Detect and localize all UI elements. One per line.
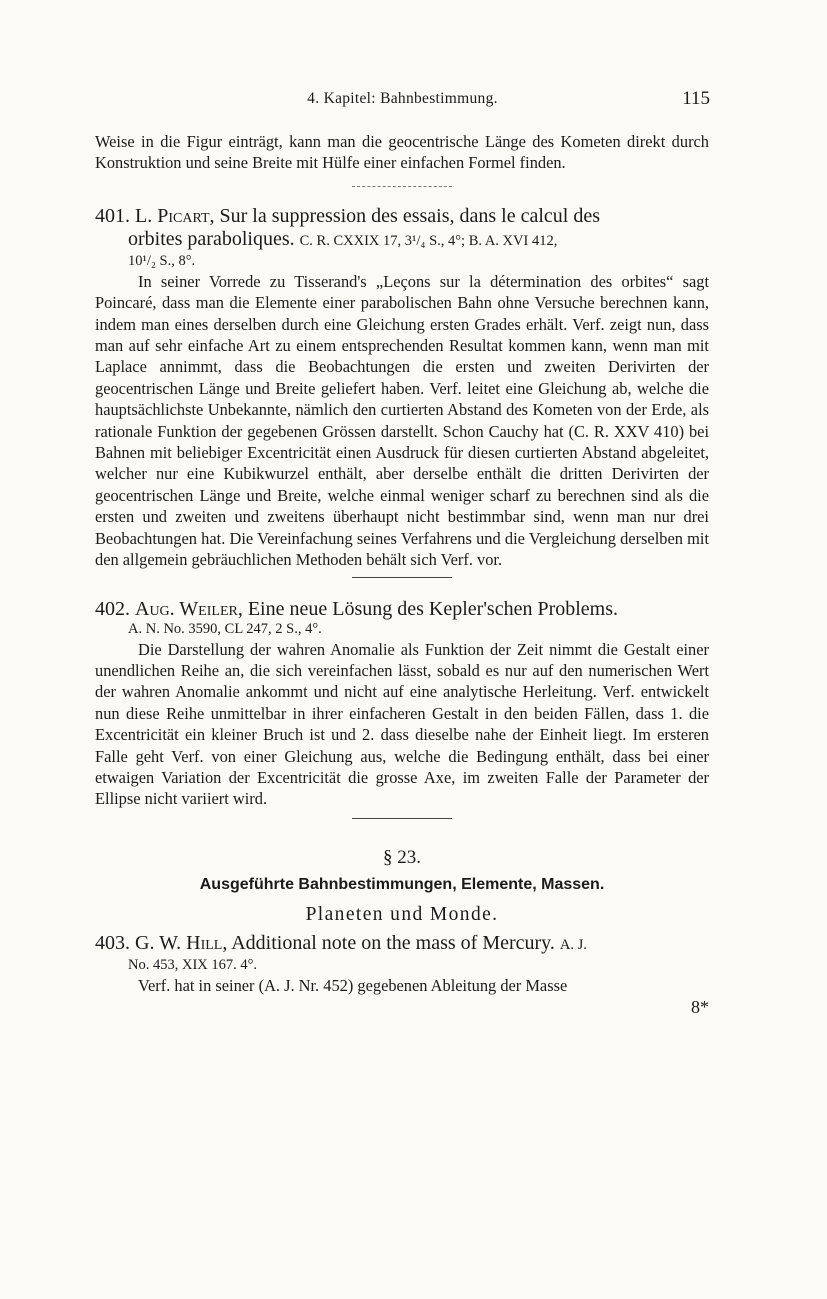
signature-mark: 8*	[691, 997, 709, 1018]
entry-author: L. Picart	[135, 204, 210, 227]
entry-abstract: Verf. hat in seiner (A. J. Nr. 452) gegebenen Ableitung der Masse	[138, 975, 568, 995]
entry-403	[95, 932, 709, 996]
entry-heading	[95, 598, 709, 621]
entry-citation: A. N. No. 3590, CL 247, 2 S., 4°.	[128, 620, 322, 637]
entry-author: Aug. Weiler	[135, 597, 238, 620]
entry-title: , Sur la suppression des essais, dans le calcul des	[209, 204, 600, 227]
subsection-title: Planeten und Monde.	[305, 903, 499, 925]
intro-paragraph: Weise in die Figur einträgt, kann man die geocentrische Länge des Kometen direkt durch Konstruktion und seine Breite mit Hülfe einer einfachen Formel finden.	[95, 132, 709, 173]
entry-title-cont: orbites paraboliques.	[128, 227, 295, 250]
section-number: § 23.	[383, 846, 421, 868]
entry-401	[95, 205, 709, 571]
entry-abstract: In seiner Vorrede zu Tisserand's „Leçons sur la détermination des orbites“ sagt Poincaré, dass man die Elemente einer parabolischen Bahn ohne Versuche berechnen kann, indem man eines derselben durch eine Gleichung ersten Grades erhält. Verf. zeigt nun, dass man auf sehr einfache Art zu einem entsprechenden Resultat kommen kann, wenn man mit Laplace annimmt, dass die Beobachtungen die ersten und zweiten Derivirten der geocentrischen Länge und Breite geliefert haben. Verf. leitet eine Gleichung ab, welche die hauptsächlichste Unbekannte, nämlich den curtierten Abstand des Kometen von der Erde, als rationale Funktion der gegebenen Grössen darstellt. Schon Cauchy hat (C. R. XXV 410) bei Bahnen mit beliebiger Excentricität einen Ausdruck für diesen curtierten Abstand abgeleitet, welcher nur eine Kubikwurzel enthält, aber derselbe enthält die dritten Derivirten der geocentrischen Länge und Breite, welche einmal weniger scharf zu berechnen sind als die ersten und zweiten und zweitens überhaupt nicht bestimmbar sind, wenn man nur drei Beobachtungen hat. Die Vereinfachung seines Verfahrens und die Vergleichung derselben mit den allgemein gebräuchlichen Methoden behält sich Verf. vor.	[95, 271, 709, 570]
entry-heading	[95, 932, 709, 957]
entry-heading-cont	[95, 228, 709, 253]
entry-citation-inline: C. R. CXXIX 17, 3¹/₄ S., 4°; B. A. XVI 412,	[299, 232, 558, 249]
separator-rule	[352, 818, 452, 819]
section-title: Ausgeführte Bahnbestimmungen, Elemente, Massen.	[199, 875, 605, 893]
entry-abstract: Die Darstellung der wahren Anomalie als Funktion der Zeit nimmt die Gestalt einer unendlichen Reihe an, die sich vereinfachen lässt, sobald es nur auf den numerischen Wert der wahren Anomalie ankommt und nicht auf eine analytische Herleitung. Verf. entwickelt nun diese Reihe unmittelbar in ihrer einfacheren Gestalt in den beiden Fällen, dass 1. die Excentricität ein kleiner Bruch ist und 2. dass dieselbe nahe der Einheit liegt. Im ersteren Falle geht Verf. von einer Gleichung aus, welche die Bedingung enthält, dass bei einer etwaigen Variation der Excentricität die grosse Axe, im zweiten Falle der Parameter der Ellipse nicht variiert wird.	[95, 639, 709, 809]
page-number: 115	[682, 88, 710, 109]
entry-402	[95, 598, 709, 810]
entry-citation-inline: A. J.	[559, 936, 587, 953]
entry-heading	[95, 205, 709, 228]
page-body	[95, 131, 709, 1017]
entry-number: 402.	[95, 597, 130, 620]
entry-title: , Eine neue Lösung des Kepler'schen Problems.	[237, 597, 619, 620]
running-header-title: 4. Kapitel: Bahnbestimmung.	[307, 90, 498, 107]
entry-citation: 10¹/₂ S., 8°.	[128, 252, 196, 269]
entry-number: 401.	[95, 204, 130, 227]
entry-author: G. W. Hill	[135, 931, 223, 954]
entry-citation: No. 453, XIX 167. 4°.	[128, 956, 258, 973]
entry-title: , Additional note on the mass of Mercury.	[222, 931, 555, 954]
entry-number: 403.	[95, 931, 130, 954]
running-header	[95, 90, 710, 110]
